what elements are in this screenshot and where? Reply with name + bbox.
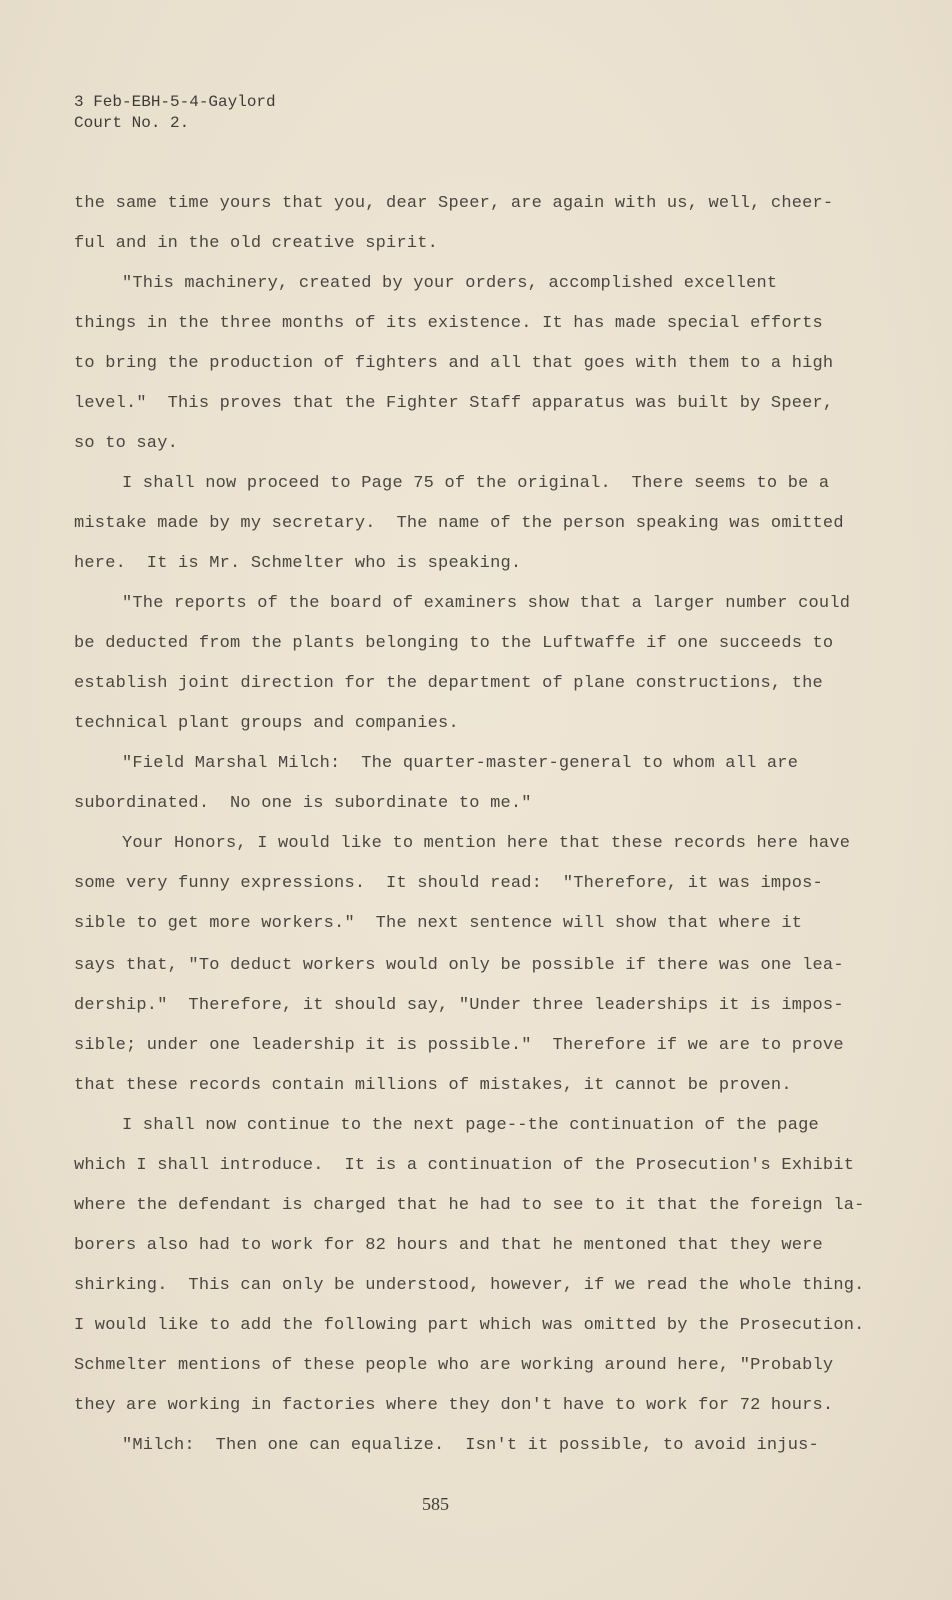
text-line: says that, "To deduct workers would only be possible if there was one lea-: [74, 956, 844, 975]
text-line: I shall now proceed to Page 75 of the original. There seems to be a: [122, 474, 830, 493]
text-line: sible to get more workers." The next sentence will show that where it: [74, 914, 803, 933]
text-line: so to say.: [74, 434, 179, 453]
text-line: be deducted from the plants belonging to the Luftwaffe if one succeeds to: [74, 634, 834, 653]
text-line: establish joint direction for the department of plane constructions, the: [74, 674, 823, 693]
text-line: where the defendant is charged that he had to see to it that the foreign la-: [74, 1196, 865, 1215]
text-line: here. It is Mr. Schmelter who is speaking.: [74, 554, 522, 573]
text-line: borers also had to work for 82 hours and that he mentoned that they were: [74, 1236, 823, 1255]
text-line: mistake made by my secretary. The name of the person speaking was omitted: [74, 514, 844, 533]
text-line: shirking. This can only be understood, however, if we read the whole thing.: [74, 1276, 865, 1295]
text-line: "Field Marshal Milch: The quarter-master-general to whom all are: [122, 754, 799, 773]
text-line: "This machinery, created by your orders, accomplished excellent: [122, 274, 778, 293]
text-line: Schmelter mentions of these people who are working around here, "Probably: [74, 1356, 834, 1375]
text-line: dership." Therefore, it should say, "Under three leaderships it is impos-: [74, 996, 844, 1015]
court-number: Court No. 2.: [74, 114, 190, 132]
text-line: the same time yours that you, dear Speer, are again with us, well, cheer-: [74, 194, 834, 213]
text-line: I shall now continue to the next page--the continuation of the page: [122, 1116, 819, 1135]
text-line: sible; under one leadership it is possible." Therefore if we are to prove: [74, 1036, 844, 1055]
page-number: 585: [422, 1494, 449, 1514]
text-line: they are working in factories where they don't have to work for 72 hours.: [74, 1396, 834, 1415]
text-line: level." This proves that the Fighter Staff apparatus was built by Speer,: [74, 394, 834, 413]
text-line: I would like to add the following part which was omitted by the Prosecution.: [74, 1316, 865, 1335]
text-line: things in the three months of its existence. It has made special efforts: [74, 314, 823, 333]
text-line: to bring the production of fighters and all that goes with them to a high: [74, 354, 834, 373]
text-line: which I shall introduce. It is a continuation of the Prosecution's Exhibit: [74, 1156, 855, 1175]
text-line: some very funny expressions. It should read: "Therefore, it was impos-: [74, 874, 823, 893]
text-line: ful and in the old creative spirit.: [74, 234, 439, 253]
text-line: technical plant groups and companies.: [74, 714, 459, 733]
text-line: subordinated. No one is subordinate to me.": [74, 794, 532, 813]
text-line: "The reports of the board of examiners show that a larger number could: [122, 594, 851, 613]
document-reference: 3 Feb-EBH-5-4-Gaylord: [74, 93, 276, 111]
text-line: Your Honors, I would like to mention here that these records here have: [122, 834, 851, 853]
text-line: that these records contain millions of mistakes, it cannot be proven.: [74, 1076, 792, 1095]
text-line: "Milch: Then one can equalize. Isn't it possible, to avoid injus-: [122, 1436, 819, 1455]
